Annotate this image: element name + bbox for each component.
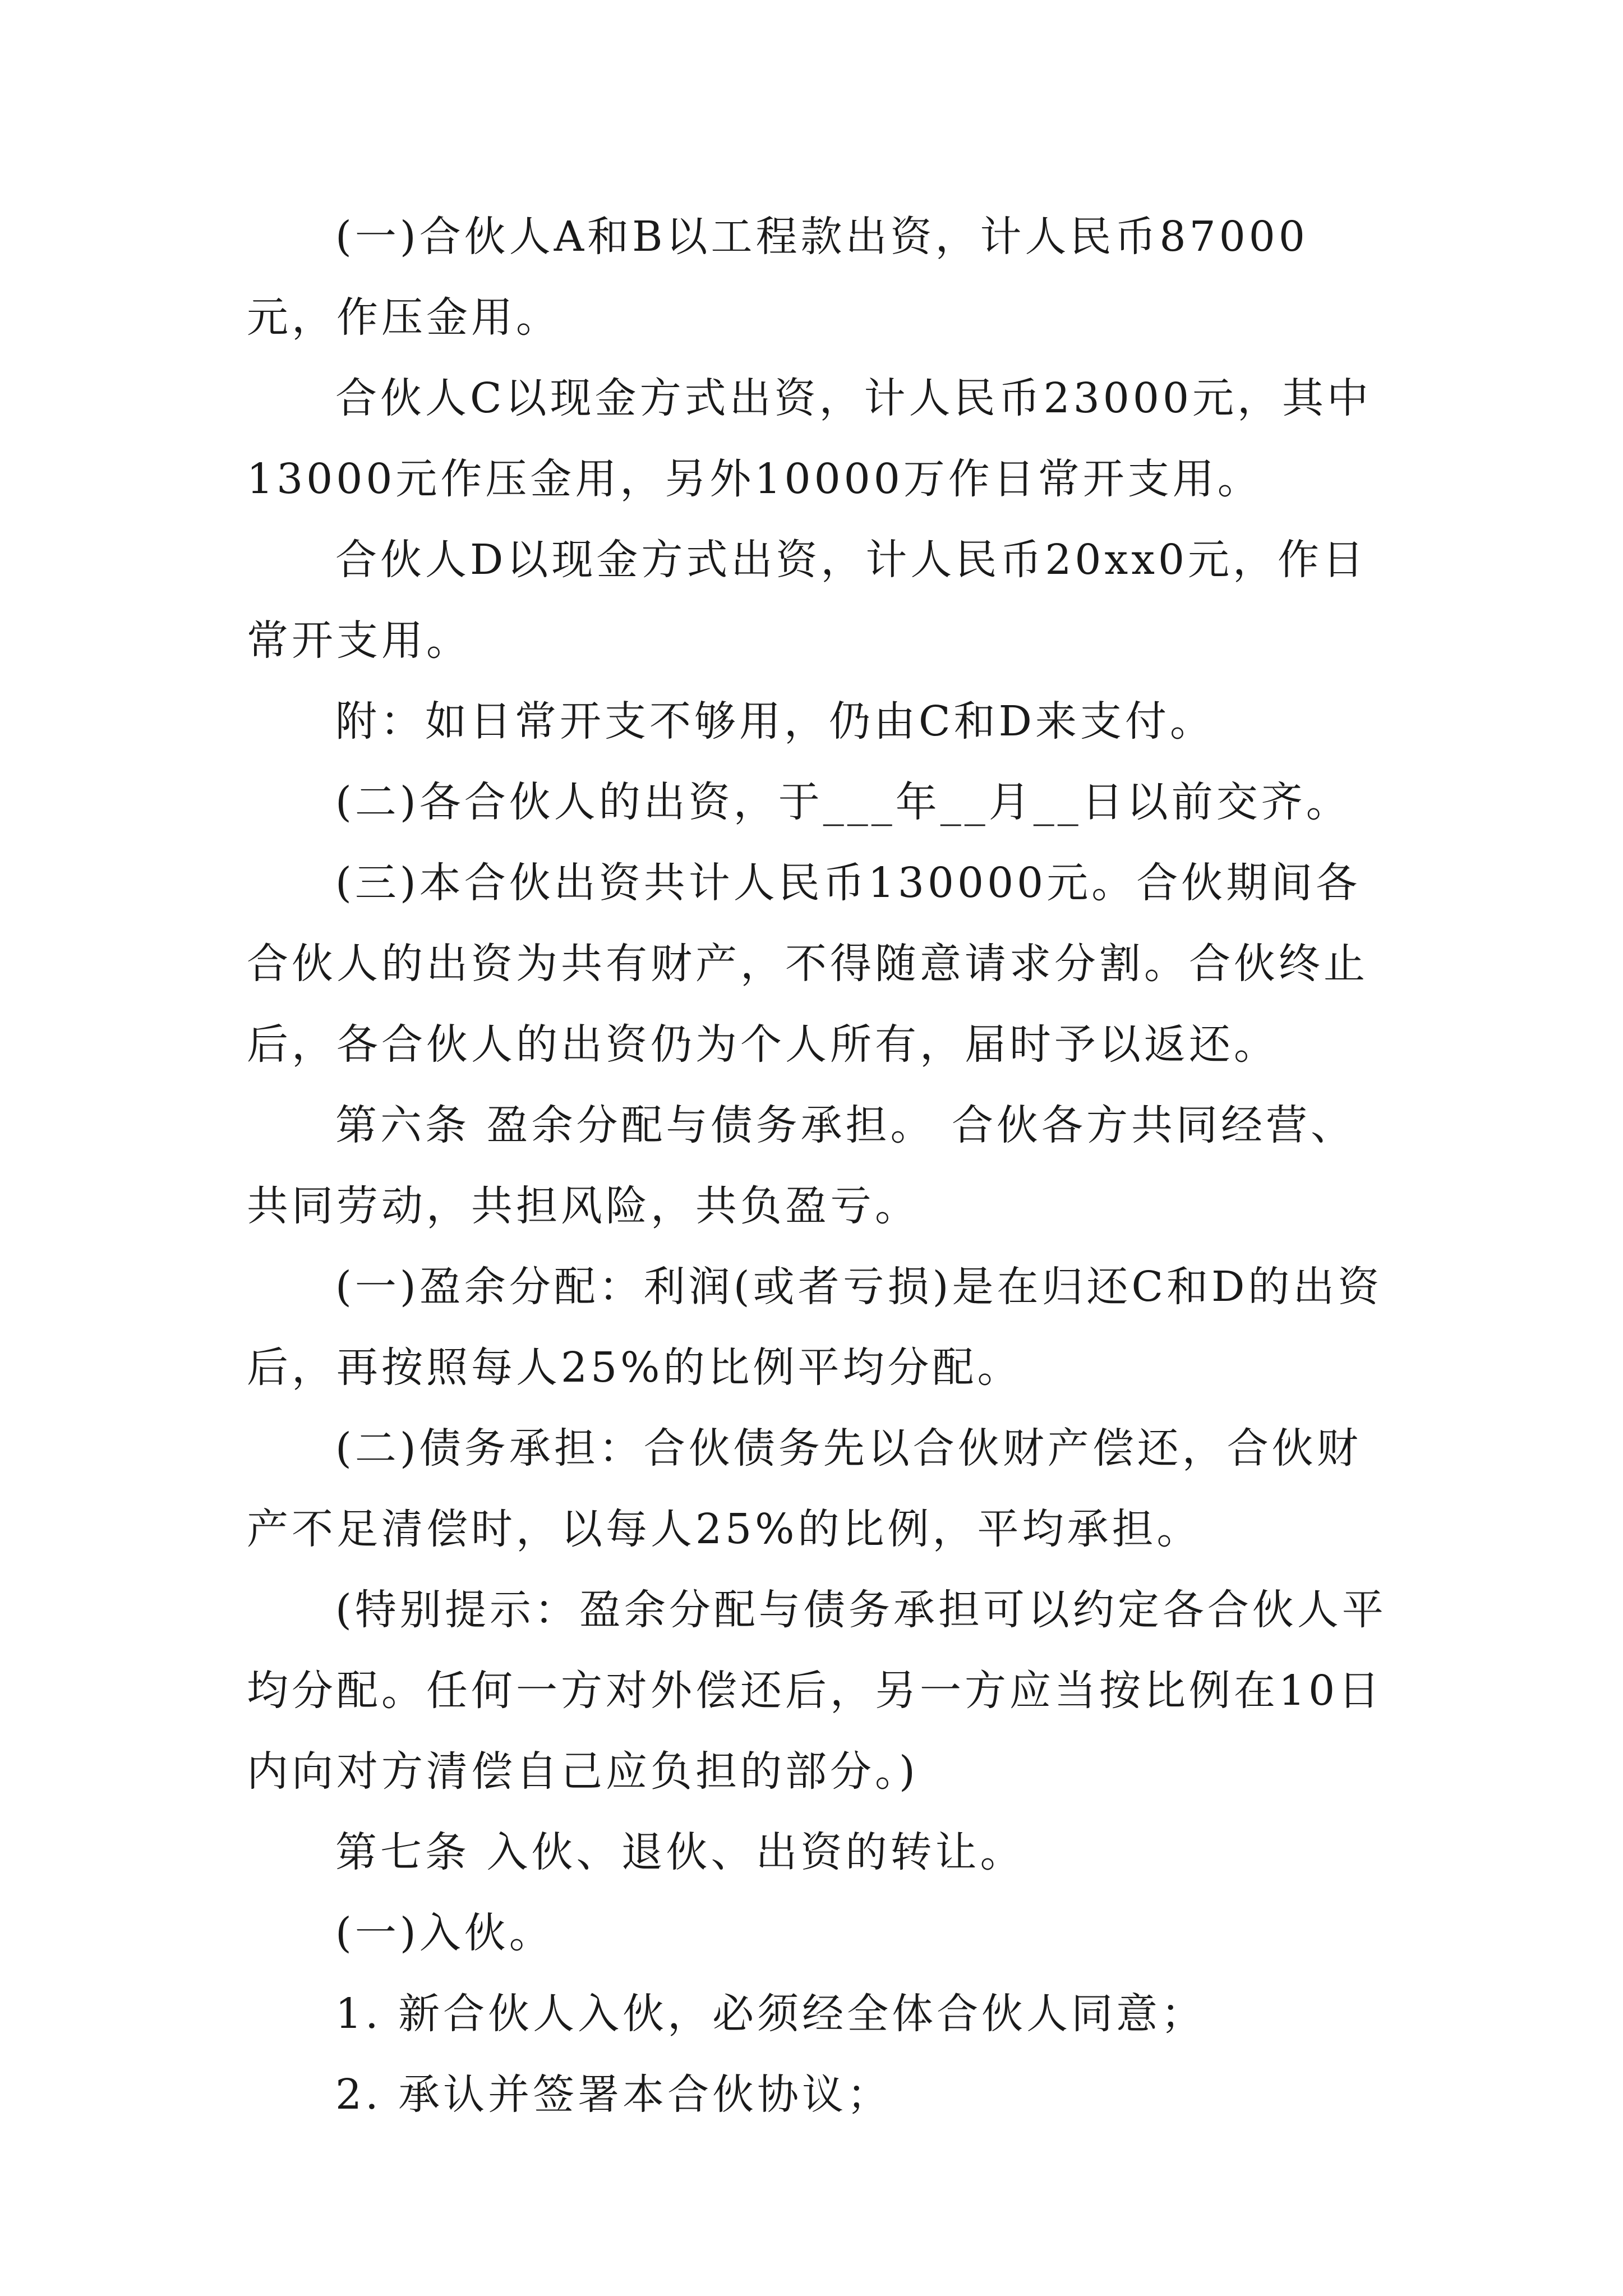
paragraph-contribution-d: 合伙人D以现金方式出资，计人民币20xx0元，作日常开支用。: [247, 536, 1368, 665]
paragraph-total-contribution: (三)本合伙出资共计人民币130000元。合伙期间各合伙人的出资为共有财产，不得随意请求分割。合伙终止后，各合伙人的出资仍为个人所有，届时予以返还。: [247, 859, 1368, 1069]
paragraph-contribution-c: 合伙人C以现金方式出资，计人民币23000元，其中13000元作压金用，另外10000万作日常开支用。: [247, 374, 1372, 503]
paragraph-admission-heading: (一)入伙。: [335, 1909, 554, 1957]
paragraph-contribution-ab: (一)合伙人A和B以工程款出资，计人民币87000元，作压金用。: [247, 213, 1308, 342]
paragraph-profit-distribution: (一)盈余分配：利润(或者亏损)是在归还C和D的出资后，再按照每人25%的比例平均分配。: [247, 1263, 1383, 1392]
paragraph-special-notice: (特别提示：盈余分配与债务承担可以约定各合伙人平均分配。任何一方对外偿还后，另一方应当按比例在10日内向对方清偿自己应负担的部分。): [247, 1586, 1387, 1796]
paragraph-article-seven: 第七条 入伙、退伙、出资的转让。: [335, 1828, 1025, 1876]
paragraph-article-six: 第六条 盈余分配与债务承担。 合伙各方共同经营、共同劳动，共担风险，共负盈亏。: [247, 1101, 1356, 1230]
paragraph-payment-deadline: (二)各合伙人的出资，于___年__月__日以前交齐。: [335, 778, 1351, 826]
list-item-admission-2: 2. 承认并签署本合伙协议；: [335, 2070, 892, 2119]
paragraph-note-expenses: 附：如日常开支不够用，仍由C和D来支付。: [335, 697, 1215, 746]
document-body: [247, 196, 1391, 2135]
list-item-admission-1: 1. 新合伙人入伙，必须经全体合伙人同意；: [335, 1990, 1206, 2038]
paragraph-debt-assumption: (二)债务承担：合伙债务先以合伙财产偿还，合伙财产不足清偿时，以每人25%的比例，平均承担。: [247, 1424, 1362, 1553]
